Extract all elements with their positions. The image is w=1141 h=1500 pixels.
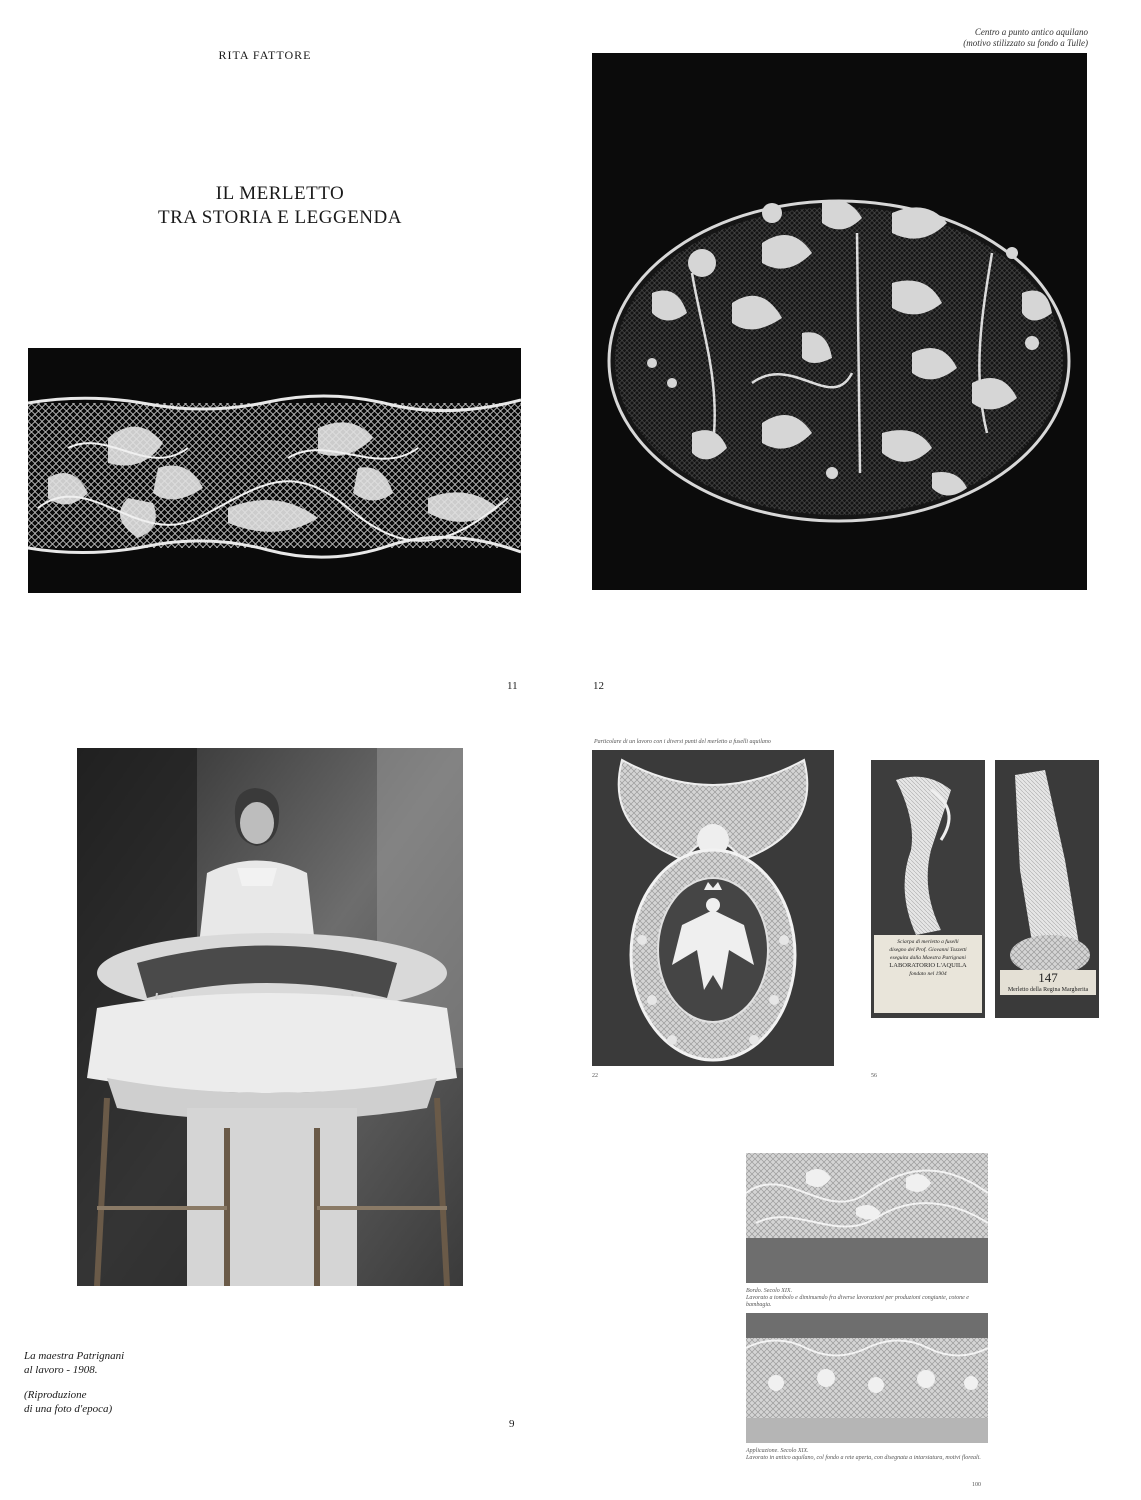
lacemaker-caption-line-3: (Riproduzione	[24, 1389, 87, 1401]
vintage-photo-lacemaker	[77, 748, 463, 1286]
page-number-12: 12	[593, 680, 604, 692]
laboratory-sign	[874, 935, 982, 1013]
title-line-2: TRA STORIA E LEGGENDA	[158, 207, 402, 228]
tag-number: 147	[1038, 970, 1058, 985]
author-name: RITA FATTORE	[218, 48, 312, 62]
article-title	[0, 182, 560, 230]
lace-strip-1-caption-detail: Lavorato a tombolo e diminuendo fra diverse lavorazioni per produzioni congiunte, cotone e bambagia.	[746, 1295, 969, 1308]
title-line-1: IL MERLETTO	[215, 183, 345, 204]
lace-strip-2-caption-title: Applicazione. Secolo XIX.	[746, 1448, 809, 1454]
oval-lace-caption	[830, 27, 1088, 49]
lacemaker-caption-line-2: al lavoro - 1908.	[24, 1364, 98, 1376]
label-22: 22	[592, 1073, 598, 1079]
eagle-lace-photo	[592, 750, 834, 1066]
lace-strip-2-caption	[746, 1448, 991, 1462]
lace-strip-2-caption-detail: Lavorato in antico aquilano, col fondo a rete aperta, con disegnata a intarsiatura, motivi floreali.	[746, 1455, 981, 1461]
margherita-tag	[1000, 970, 1096, 995]
lace-border-photo	[28, 348, 521, 593]
sign-line-2: disegno del Prof. Giovanni Tozzetti	[889, 947, 967, 953]
sign-line-4: LABORATORIO L'AQUILA	[889, 962, 967, 969]
sign-line-1: Sciarpa di merletto a fuselli	[897, 939, 959, 945]
page-number-9: 9	[509, 1418, 515, 1430]
lace-strip-1-caption-title: Bordo. Secolo XIX.	[746, 1288, 793, 1294]
tag-text: Merletto della Regina Margherita	[1007, 987, 1089, 993]
oval-lace-photo	[592, 53, 1087, 590]
sign-line-5: fondato nel 1904	[909, 971, 947, 977]
label-56: 56	[871, 1073, 877, 1079]
sign-line-3: eseguita dalla Maestra Patrignani	[890, 955, 966, 961]
oval-caption-line-2: (motivo stilizzato su fondo a Tulle)	[963, 38, 1088, 48]
lacemaker-caption-line-1: La maestra Patrignani	[24, 1350, 125, 1362]
page-number-100: 100	[972, 1482, 981, 1488]
lace-strip-1-photo	[746, 1153, 988, 1283]
lace-strip-2-photo	[746, 1313, 988, 1443]
lacemaker-caption	[24, 1349, 124, 1416]
oval-caption-line-1: Centro a punto antico aquilano	[974, 27, 1088, 37]
collage-top-caption: Particolare di un lavoro con i diversi punti del merletto a fuselli aquilano	[594, 739, 771, 745]
lace-strip-1-caption	[746, 1288, 991, 1309]
page-number-11: 11	[507, 680, 518, 692]
lacemaker-caption-line-4: di una foto d'epoca)	[24, 1403, 113, 1415]
